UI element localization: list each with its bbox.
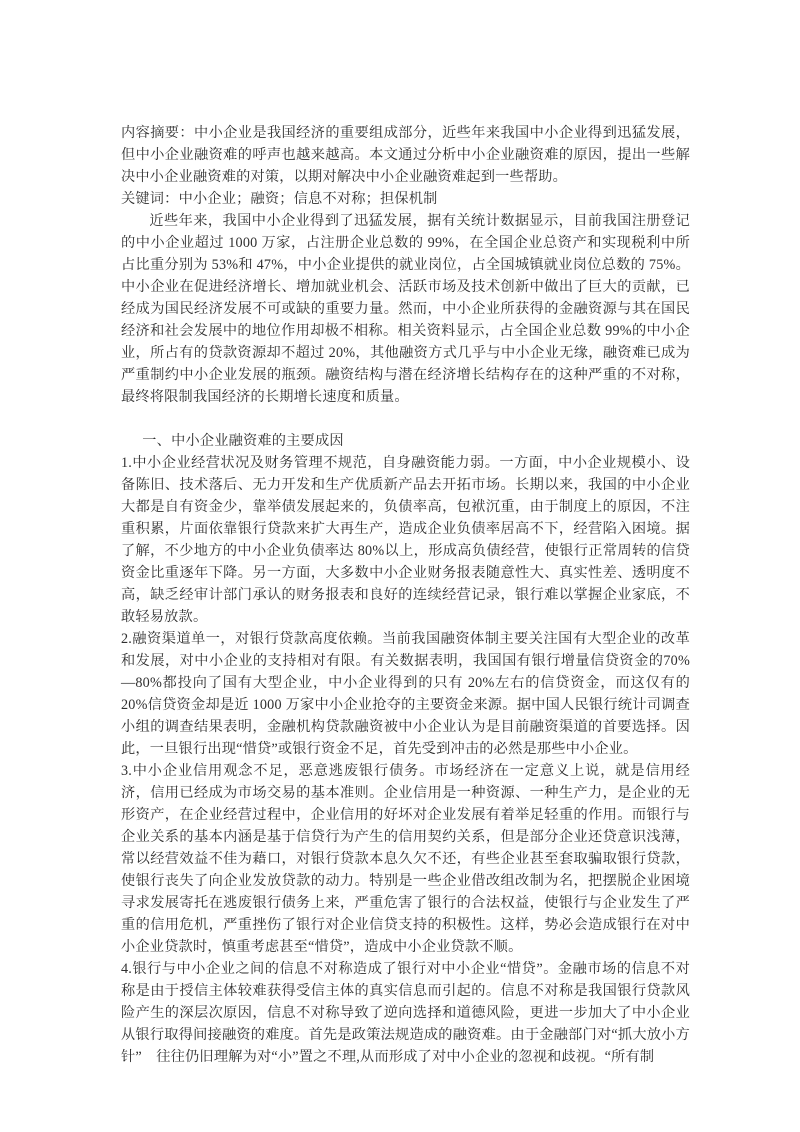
section-heading: 一、中小企业融资难的主要成因: [142, 433, 344, 449]
cause-paragraph-2: 2.融资渠道单一，对银行贷款高度依赖。当前我国融资体制主要关注国有大型企业的改革和发展，对中小企业的支持相对有限。有关数据表明，我国国有银行增量信贷资金的70%—80%都投向了国有大型企业，中小企业得到的只有 20%左右的信贷资金，而这仅有的 20%信贷资金却是近 1000 万家中小企业抢夺的主要资金来源。据中国人民银行统计司调查小组的调查结果表明，金融机构贷款融资被中小企业认为是目前融资渠道的首要选择。因此，一旦银行出现“惜贷”或银行资金不足，首先受到冲击的必然是那些中小企业。: [121, 631, 690, 757]
document-text-block: [121, 122, 690, 1068]
abstract-paragraph: [121, 122, 690, 188]
keywords-line: [121, 188, 690, 210]
abstract-text: 中小企业是我国经济的重要组成部分，近些年来我国中小企业得到迅猛发展，但中小企业融资难的呼声也越来越高。本文通过分析中小企业融资难的原因，提出一些解决中小企业融资难的对策，以期对解决中小企业融资难起到一些帮助。: [121, 125, 690, 185]
keywords-label: 关键词：: [121, 191, 179, 207]
cause-paragraph-3: 3.中小企业信用观念不足，恶意逃废银行债务。市场经济在一定意义上说，就是信用经济，信用已经成为市场交易的基本准则。企业信用是一种资源、一种生产力，是企业的无形资产，在企业经营过程中，企业信用的好坏对企业发展有着举足轻重的作用。而银行与企业关系的基本内涵是基于信贷行为产生的信用契约关系，但是部分企业还贷意识浅薄，常以经营效益不佳为藉口，对银行贷款本息久欠不还，有些企业甚至套取骗取银行贷款，使银行丧失了向企业发放贷款的动力。特别是一些企业借改组改制为名，把摆脱企业困境寻求发展寄托在逃废银行债务上来，严重危害了银行的合法权益，使银行与企业发生了严重的信用危机，严重挫伤了银行对企业信贷支持的积极性。这样，势必会造成银行在对中小企业贷款时，慎重考虑甚至“惜贷”，造成中小企业贷款不顺。: [121, 763, 690, 955]
keywords-text: 中小企业；融资；信息不对称；担保机制: [178, 191, 438, 207]
cause-paragraph-4: 4.银行与中小企业之间的信息不对称造成了银行对中小企业“惜贷”。金融市场的信息不对称是由于授信主体较难获得受信主体的真实信息而引起的。信息不对称是我国银行贷款风险产生的深层次原因，信息不对称导致了逆向选择和道德风险，更进一步加大了中小企业从银行取得间接融资的难度。首先是政策法规造成的融资难。由于金融部门对“抓大放小方针” 往往仍旧理解为对“小”置之不理,从而形成了对中小企业的忽视和歧视。“所有制: [121, 961, 690, 1065]
intro-paragraph: 近些年来，我国中小企业得到了迅猛发展，据有关统计数据显示，目前我国注册登记的中小企业超过 1000 万家，占注册企业总数的 99%，在全国企业总资产和实现税利中所占比重分别为 53%和 47%，中小企业提供的就业岗位，占全国城镇就业岗位总数的 75%。中小企业在促进经济增长、增加就业机会、活跃市场及技术创新中做出了巨大的贡献，已经成为国民经济发展不可或缺的重要力量。然而，中小企业所获得的金融资源与其在国民经济和社会发展中的地位作用却极不相称。相关资料显示，占全国企业总数 99%的中小企业，所占有的贷款资源却不超过 20%，其他融资方式几乎与中小企业无缘，融资难已成为严重制约中小企业发展的瓶颈。融资结构与潜在经济增长结构存在的这种严重的不对称，最终将限制我国经济的长期增长速度和质量。: [121, 213, 690, 405]
abstract-label: 内容摘要：: [121, 125, 194, 141]
cause-paragraph-1: 1.中小企业经营状况及财务管理不规范，自身融资能力弱。一方面，中小企业规模小、设备陈旧、技术落后、无力开发和生产优质新产品去开拓市场。长期以来，我国的中小企业大都是自有资金少，靠举债发展起来的，负债率高，包袱沉重，由于制度上的原因，不注重积累，片面依靠银行贷款来扩大再生产，造成企业负债率居高不下，经营陷入困境。据了解，不少地方的中小企业负债率达 80%以上，形成高负债经营，使银行正常周转的信贷资金比重逐年下降。另一方面，大多数中小企业财务报表随意性大、真实性差、透明度不高，缺乏经审计部门承认的财务报表和良好的连续经营记录，银行难以掌握企业家底，不敢轻易放款。: [121, 455, 690, 625]
